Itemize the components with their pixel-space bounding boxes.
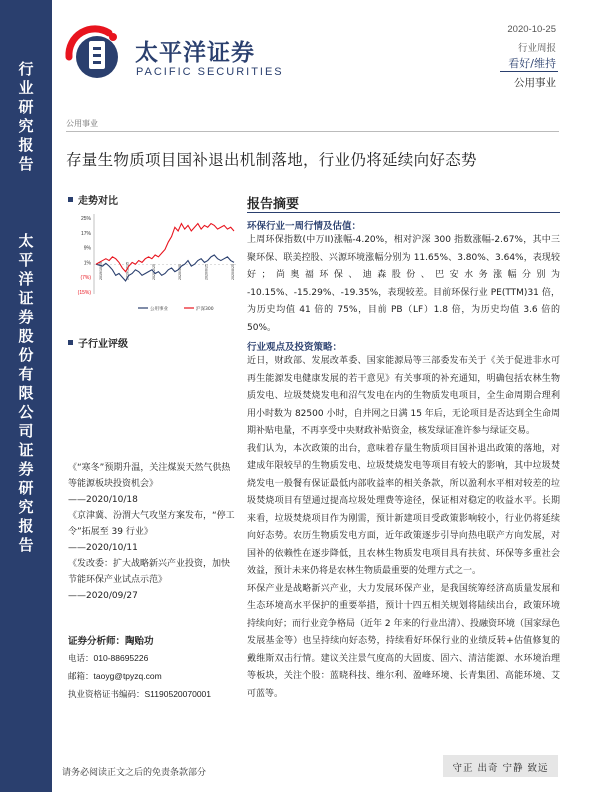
summary-heading: 报告摘要 xyxy=(247,197,300,212)
sidebar xyxy=(0,0,52,792)
sub-rating-heading-label: 子行业评级 xyxy=(78,339,128,350)
strategy-paragraph-2: 我们认为，本次政策的出台，意味着存量生物质项目国补退出政策的落地，对建成年限较早的生物质发电、垃圾焚烧发电等项目有较大的影响，其中垃圾焚烧发电一般餐有保证最低内部收益率的相关条款，所以盈利水平相对较差的垃圾焚烧项目有望通过提高垃圾处理费等途径，保证相对稳定的收益水平。长期来看，垃圾焚烧项目作为刚需，预计新建项目受政策影响较小，行业仍将延续向好态势。农历生物质发电方面，近年政策逐步引导向热电联产方向发展，对国补的依赖性在逐步降低，且农林生物质发电项目具有扶贫、环保等多重社会效益，预计未来仍将是农林生物质最重要的处理方式之一。 xyxy=(247,443,560,576)
cert-label: 执业资格证书编码： xyxy=(68,690,145,700)
analyst-label: 证券分析师： xyxy=(68,636,126,647)
report-title: 存量生物质项目国补退出机制落地，行业仍将延续向好态势 xyxy=(66,151,477,169)
sidebar-report-type: 行业研究报告 xyxy=(18,60,34,173)
analyst-name: 陶贻功 xyxy=(125,636,154,647)
trend-heading-label: 走势对比 xyxy=(78,196,118,207)
legend-label: 沪深300 xyxy=(196,307,214,312)
summary-divider xyxy=(247,212,560,213)
trend-heading xyxy=(68,192,118,207)
y-tick-label: 25% xyxy=(80,216,91,222)
y-tick-label: (7%) xyxy=(80,275,91,282)
x-tick-label: 2020/6/25 xyxy=(204,264,209,280)
related-report-title[interactable]: 《发改委：扩大战略新兴产业投资，加快节能环保产业试点示范》 xyxy=(68,559,231,585)
strategy-paragraph-1: 近日，财政部、发展改革委、国家能源局等三部委发布关于《关于促进非水可再生能源发电健康发展的若干意见》有关事项的补充通知，明确包括农林生物质发电、垃圾焚烧发电和沼气发电在内的生物质发电项目，全生命周期合理利用小时数为 82500 小时，自并网之日满 15 年后，无论项目是否达到全生命周期补贴电量，不再享受中央财政补贴资金，核发绿证准许参与绿证交易。 xyxy=(247,356,560,436)
breadcrumb-divider xyxy=(66,131,559,132)
analyst-email-line xyxy=(68,668,238,686)
analyst-info xyxy=(68,633,238,704)
related-report-title[interactable]: 《“寒冬”预期升温，关注煤炭天然气供热等能源板块投资机会》 xyxy=(68,463,231,489)
report-date: 2020-10-25 xyxy=(507,24,556,35)
market-section-title: 环保行业一周行情及估值： xyxy=(247,221,362,232)
bullet-square-icon xyxy=(68,340,73,345)
y-tick-label: 17% xyxy=(80,230,91,237)
rating-underline xyxy=(500,71,558,72)
y-tick-label: 9% xyxy=(83,245,91,252)
x-tick-label: 2020/8/25 xyxy=(231,264,235,280)
y-tick-label: (15%) xyxy=(77,290,91,296)
strategy-section-title: 行业观点及投资策略： xyxy=(247,342,343,353)
related-reports xyxy=(68,460,238,604)
related-report-date: ——2020/09/27 xyxy=(68,591,138,601)
summary-body xyxy=(247,218,560,703)
market-section-text: 上周环保指数(中万II)涨幅-4.20%，相对沪深 300 指数涨幅-2.67%，其中三聚环保、联美控股、兴源环境涨幅分别为 11.65%、3.80%、3.64%，表现较好；尚奥福环保、迪森股份、巴安水务涨幅分别为 -10.15%、-15.29%、-19.35%，表现较差。目前环保行业 PE(TTM)31 倍，为历史均值 41 倍的 75%，目前 PB（LF）1.8 倍，为历史均值 3.6 倍的 50%。 xyxy=(247,235,560,333)
series-lines xyxy=(96,224,234,281)
analyst-line xyxy=(68,633,238,650)
related-report-title[interactable]: 《京津冀、汾渭大气攻坚方案发布，“停工令”拓展至 39 行业》 xyxy=(68,511,235,537)
email-link[interactable]: taoyg@tpyzq.com xyxy=(93,671,162,681)
breadcrumb: 公用事业 xyxy=(66,119,98,128)
cert-value: S1190520070001 xyxy=(144,689,212,699)
series-line-hs300 xyxy=(96,224,234,272)
sub-rating-heading xyxy=(68,335,128,350)
y-tick-label: 1% xyxy=(83,260,91,267)
x-tick-label: 2020/4/25 xyxy=(178,264,183,280)
bullet-square-icon xyxy=(68,197,73,202)
analyst-phone-line xyxy=(68,650,238,668)
logo-english-name: PACIFIC SECURITIES xyxy=(136,66,284,78)
related-report-date: ——2020/10/18 xyxy=(68,495,138,505)
sidebar-firm-name: 太平洋证券股份有限公司证券研究报告 xyxy=(18,232,34,554)
legend-label: 公用事业 xyxy=(150,307,168,312)
footer-motto: 守正 出奇 宁静 致远 xyxy=(452,763,549,774)
analyst-cert-line xyxy=(68,686,238,704)
email-label: 邮箱： xyxy=(68,672,94,682)
x-tick-label: 2020/2/25 xyxy=(151,264,156,280)
trend-chart xyxy=(66,212,238,312)
x-tick-label: 2019/12/25 xyxy=(125,262,130,280)
pacific-logo-icon xyxy=(63,23,127,83)
phone-label: 电话： xyxy=(68,654,94,664)
x-tick-label: 2019/10/25 xyxy=(99,262,103,280)
y-axis-ticks xyxy=(78,216,92,296)
strategy-paragraph-3: 环保产业是战略新兴产业，大力发展环保产业，是我国统筹经济高质量发展和生态环境高水平保护的重要举措，预计十四五相关规划将陆续出台，政策环境持续向好；而行业竞争格局（近年 2 年来的行业出清）、投融资环境（国家绿色发展基金等）也呈持续向好态势，持续看好环保行业的业绩反转+估值修复的戴维斯双击行情。建议关注景气度高的大固废、固六、清洁能源、水环境治理等板块，关注个股：蓝晓科技、维尔利、盈峰环境、长青集团、高能环境、艾可蓝等。 xyxy=(247,583,560,699)
report-kind: 行业周报 xyxy=(517,43,556,54)
industry-rating: 看好/维持 xyxy=(508,57,556,70)
phone-value: 010-88695226 xyxy=(93,653,149,663)
logo-chinese-name: 太平洋证券 xyxy=(135,40,255,66)
related-report-date: ——2020/10/11 xyxy=(68,543,138,553)
series-line-utilities xyxy=(96,255,234,281)
footer-disclaimer: 请务必阅读正文之后的免责条款部分 xyxy=(62,768,207,778)
sector-name: 公用事业 xyxy=(514,77,556,89)
chart-legend xyxy=(138,305,214,312)
